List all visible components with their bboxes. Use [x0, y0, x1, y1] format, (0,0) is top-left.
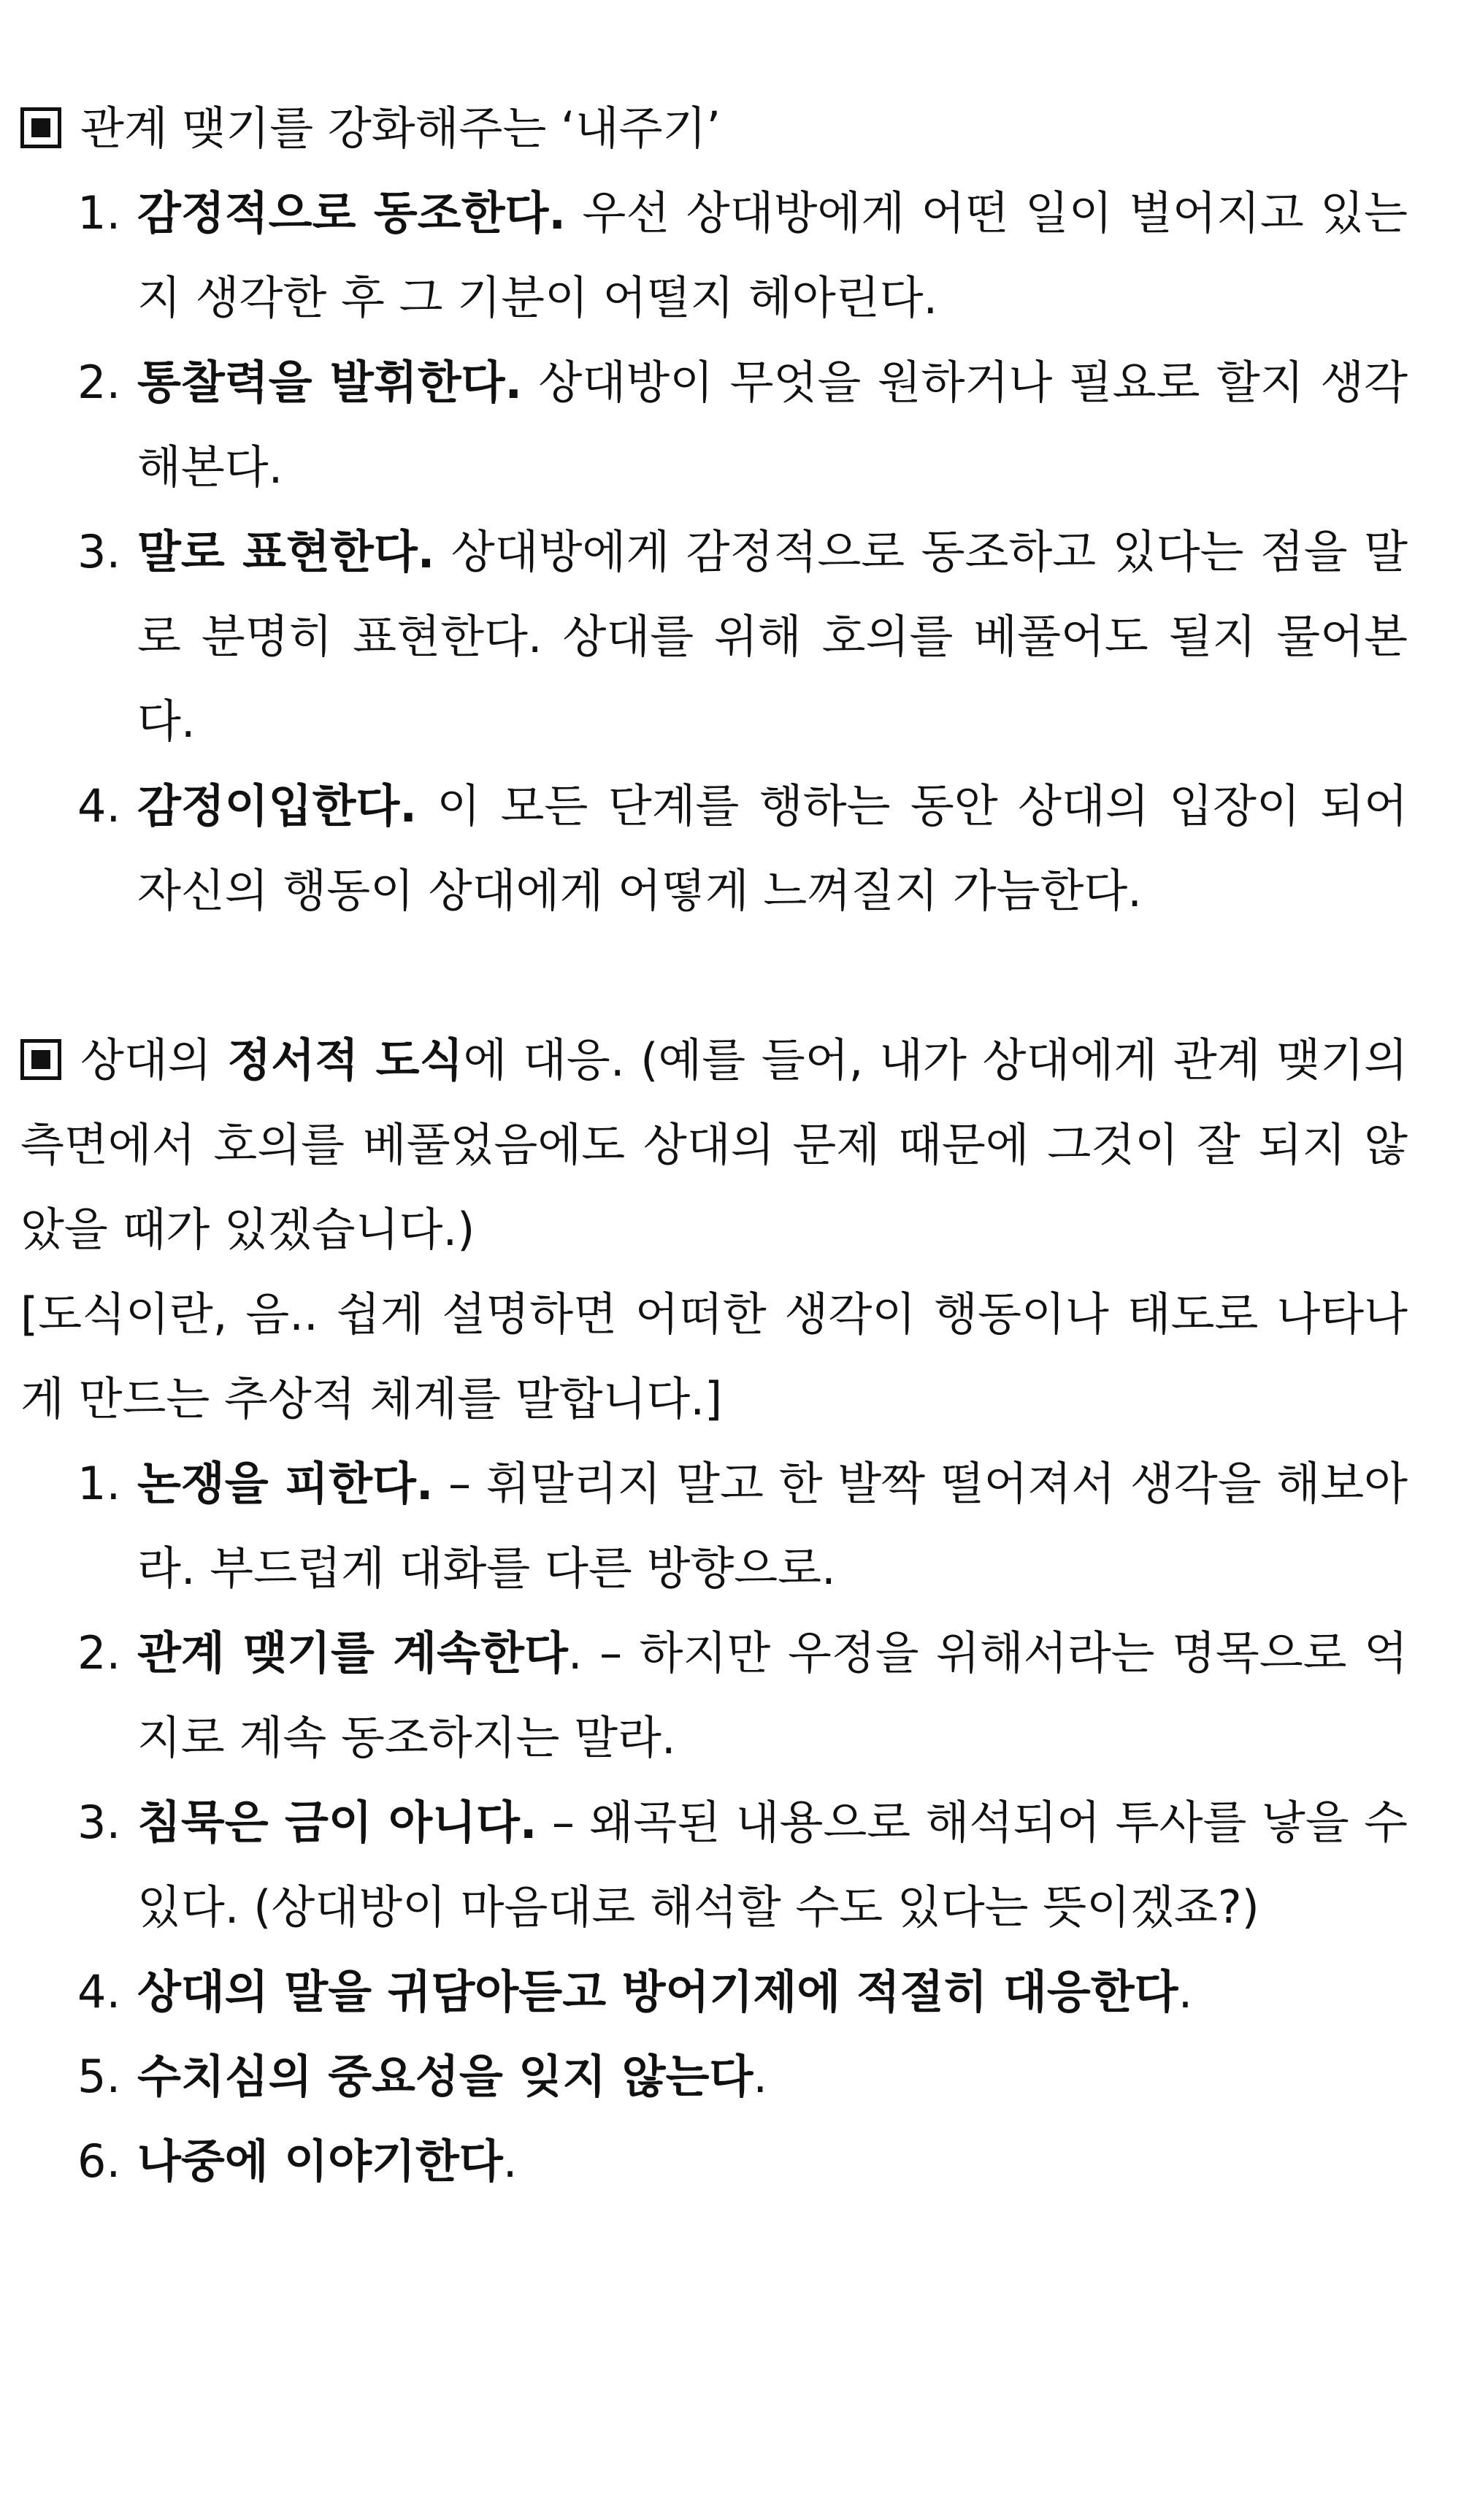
- section2-intro-pre: 상대의: [80, 1033, 228, 1087]
- item-number: 3.: [77, 525, 121, 578]
- item-text: .: [1178, 1965, 1193, 2018]
- list-item: [20, 1611, 1408, 1780]
- item-number: 1.: [77, 186, 121, 240]
- list-item: [20, 1950, 1408, 2034]
- section2-note: [도식이란, 음.. 쉽게 설명하면 어떠한 생각이 행동이나 태도로 나타나게 만드는 추상적 체계를 말합니다.]: [20, 1287, 1408, 1425]
- list-item: [20, 171, 1408, 340]
- item-number: 4.: [77, 779, 121, 832]
- item-heading: 감정적으로 동조한다.: [137, 186, 566, 240]
- item-text: . – 하지만 우정을 위해서라는 명목으로 억지로 계속 동조하지는 말라.: [137, 1626, 1408, 1764]
- item-heading: 수치심의 중요성을 잊지 않는다: [137, 2050, 753, 2103]
- item-number: 6.: [77, 2134, 121, 2188]
- item-heading: 말로 표현한다.: [137, 525, 435, 578]
- item-number: 2.: [77, 1626, 121, 1680]
- item-text: 우선 상대방에게 어떤 일이 벌어지고 있는지 생각한 후 그 기분이 어떨지 헤아린다.: [137, 186, 1408, 324]
- list-item: [20, 2119, 1408, 2204]
- item-text: – 휘말리지 말고 한 발짝 떨어져서 생각을 해보아라. 부드럽게 대화를 다른 방향으로.: [137, 1457, 1408, 1595]
- item-heading: 상대의 말을 귀담아듣고 방어기제에 적절히 대응한다: [137, 1965, 1178, 2018]
- item-heading: 감정이입한다.: [137, 779, 417, 832]
- section-spacer: [20, 933, 1408, 1018]
- square-bullet-icon: [20, 1039, 61, 1080]
- section1-heading: [20, 86, 1408, 171]
- item-number: 3.: [77, 1796, 121, 1849]
- list-item: [20, 340, 1408, 510]
- document-page: [20, 86, 1408, 2204]
- section2-intro-bold: 정서적 도식: [227, 1033, 464, 1087]
- section2-list: [20, 1441, 1408, 2204]
- item-text: .: [502, 2134, 518, 2188]
- item-heading: 통찰력을 발휘한다.: [137, 356, 523, 409]
- item-text: 이 모든 단계를 행하는 동안 상대의 입장이 되어 자신의 행동이 상대에게 어떻게 느껴질지 가늠한다.: [137, 779, 1408, 917]
- list-item: [20, 1780, 1408, 1950]
- item-text: 상대방에게 감정적으로 동조하고 있다는 점을 말로 분명히 표현한다. 상대를 위해 호의를 베풀어도 될지 물어본다.: [137, 525, 1408, 748]
- item-number: 1.: [77, 1457, 121, 1510]
- square-bullet-icon: [20, 107, 61, 148]
- item-heading: 침묵은 금이 아니다.: [137, 1796, 537, 1849]
- section1-title: 관계 맺기를 강화해주는 ‘내주기’: [80, 102, 721, 155]
- item-number: 5.: [77, 2050, 121, 2103]
- item-heading: 관계 맺기를 계속한다: [137, 1626, 568, 1680]
- section2-intro-post: 에 대응. (예를 들어, 내가 상대에게 관계 맺기의 측면에서 호의를 베풀었음에도 상대의 문제 때문에 그것이 잘 되지 않았을 때가 있겠습니다.): [20, 1033, 1408, 1256]
- list-item: [20, 1441, 1408, 1611]
- item-text: .: [753, 2050, 768, 2103]
- item-heading: 나중에 이야기한다: [137, 2134, 503, 2188]
- section1-list: [20, 171, 1408, 933]
- section2-intro: [20, 1018, 1408, 1272]
- list-item: [20, 2034, 1408, 2119]
- list-item: [20, 764, 1408, 933]
- item-text: 상대방이 무엇을 원하거나 필요로 할지 생각해본다.: [137, 356, 1408, 494]
- item-heading: 논쟁을 피한다.: [137, 1457, 434, 1510]
- item-number: 4.: [77, 1965, 121, 2018]
- list-item: [20, 510, 1408, 764]
- item-text: – 왜곡된 내용으로 해석되어 투사를 낳을 수 있다. (상대방이 마음대로 해석할 수도 있다는 뜻이겠죠?): [137, 1796, 1408, 1934]
- item-number: 2.: [77, 356, 121, 409]
